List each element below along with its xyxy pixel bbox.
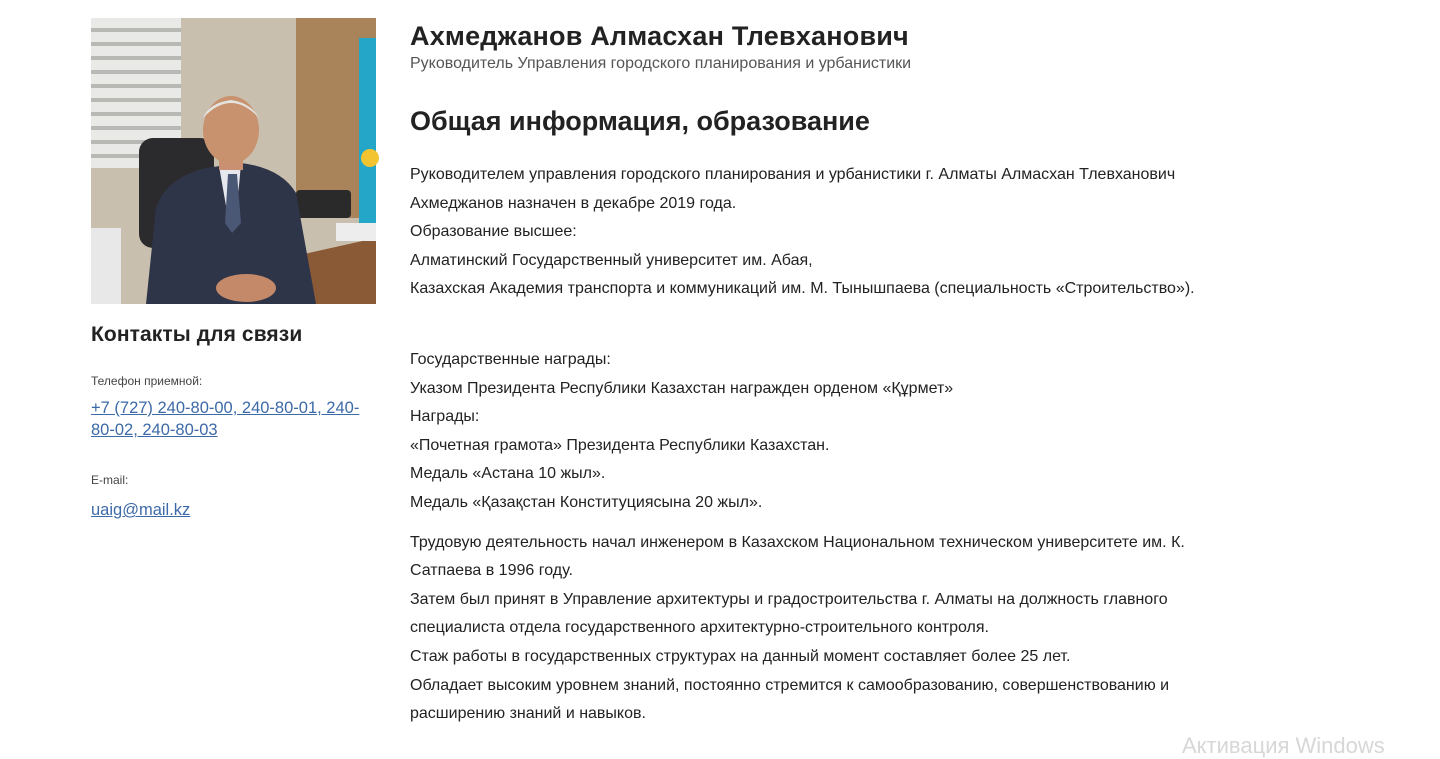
paragraph-gap bbox=[410, 304, 1330, 346]
email-label: E-mail: bbox=[91, 473, 129, 487]
email-link[interactable]: uaig@mail.kz bbox=[91, 501, 191, 519]
awards-line: Медаль «Қазақстан Конституциясына 20 жыл». bbox=[410, 493, 763, 511]
career-line: Сатпаева в 1996 году. bbox=[410, 562, 573, 580]
person-role: Руководитель Управления городского планирования и урбанистики bbox=[410, 55, 912, 72]
awards-line: Награды: bbox=[410, 408, 480, 426]
career-line: специалиста отдела государственного архитектурно-строительного контроля. bbox=[410, 619, 989, 637]
bio-line: Ахмеджанов назначен в декабре 2019 года. bbox=[410, 194, 737, 212]
awards-line: Государственные награды: bbox=[410, 350, 611, 368]
paragraph-gap bbox=[410, 518, 1330, 529]
main-content bbox=[410, 18, 1330, 729]
career-line: Трудовую деятельность начал инженером в Казахском Национальном техническом университете им. К. bbox=[410, 533, 1185, 551]
section-title: Общая информация, образование bbox=[410, 106, 870, 136]
career-line: Затем был принят в Управление архитектуры и градостроительства г. Алматы на должность главного bbox=[410, 590, 1168, 608]
bio-line: Казахская Академия транспорта и коммуникаций им. М. Тынышпаева (специальность «Строительство»). bbox=[410, 280, 1195, 298]
bio-line: Руководителем управления городского планирования и урбанистики г. Алматы Алмасхан Тлевханович bbox=[410, 166, 1176, 183]
career-line: Стаж работы в государственных структурах на данный момент составляет более 25 лет. bbox=[410, 647, 1071, 665]
bio-line: Алматинский Государственный университет им. Абая, bbox=[410, 251, 813, 269]
awards-line: «Почетная грамота» Президента Республики Казахстан. bbox=[410, 436, 830, 454]
contacts-title: Контакты для связи bbox=[91, 323, 303, 346]
awards-line: Указом Президента Республики Казахстан награжден орденом «Құрмет» bbox=[410, 379, 954, 397]
person-name: Ахмеджанов Алмасхан Тлевханович bbox=[410, 21, 909, 51]
phone-label: Телефон приемной: bbox=[91, 374, 203, 388]
awards-line: Медаль «Астана 10 жыл». bbox=[410, 465, 606, 483]
sidebar bbox=[91, 18, 377, 521]
windows-activation-watermark: Активация Windows bbox=[1182, 733, 1385, 758]
profile-photo bbox=[91, 18, 376, 304]
career-line: расширению знаний и навыков. bbox=[410, 705, 646, 723]
bio-line: Образование высшее: bbox=[410, 223, 577, 241]
phone-link[interactable]: +7 (727) 240-80-00, 240-80-01, 240-80-02, 240-80-03 bbox=[91, 399, 360, 439]
career-line: Обладает высоким уровнем знаний, постоянно стремится к самообразованию, совершенствованию и bbox=[410, 676, 1170, 694]
biography-text bbox=[410, 161, 1330, 729]
